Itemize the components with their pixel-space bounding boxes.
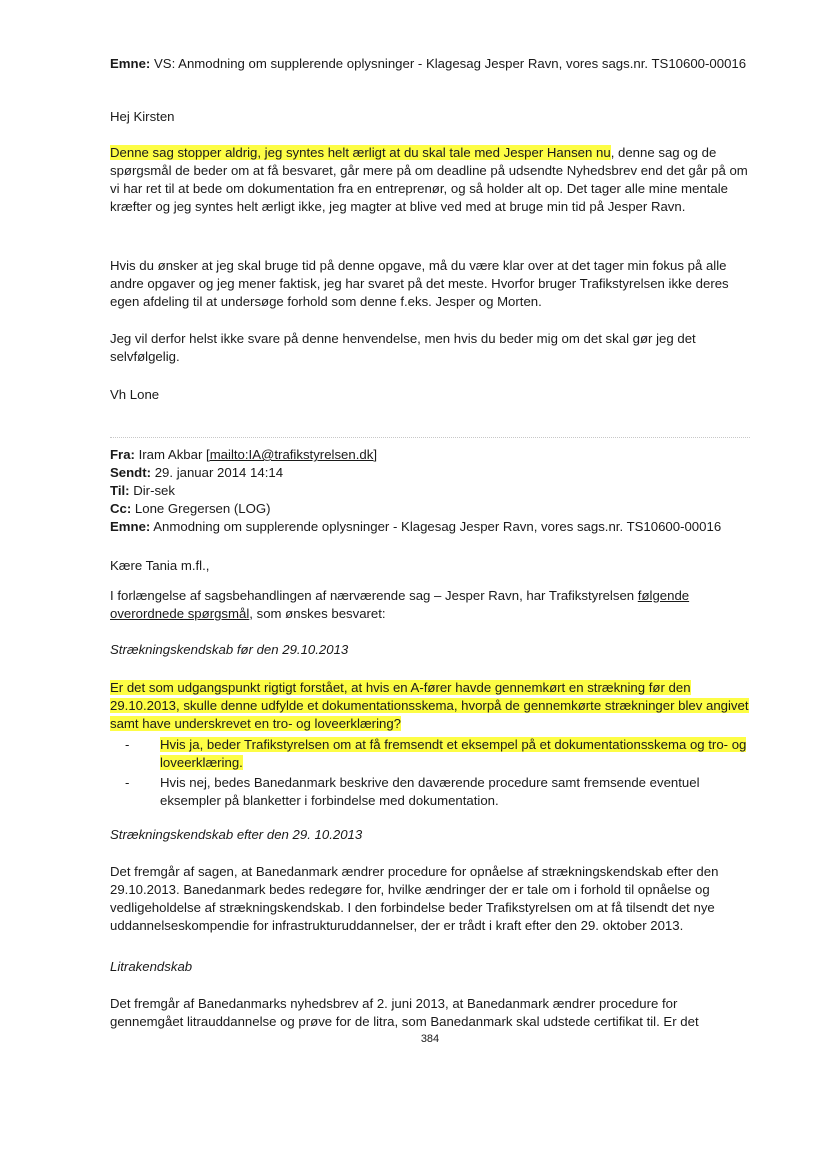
bullet-list [110, 736, 750, 810]
paragraph-2: Hvis du ønsker at jeg skal bruge tid på denne opgave, må du være klar over at det tager min fokus på alle andre opgaver og jeg mener faktisk, jeg har svaret på det meste. Hvorfor bruger Trafikstyrelsen ikke deres egen afdeling til at undersøge forhold som denne f.eks. Jesper og Morten. [110, 258, 729, 309]
separator [110, 437, 750, 438]
cc-value: Lone Gregersen (LOG) [134, 501, 271, 516]
subject-label: Emne: [110, 56, 151, 71]
underlined-phrase: følgende overordnede spørgsmål [110, 588, 690, 621]
subject-text: VS: Anmodning om supplerende oplysninger - Klagesag Jesper Ravn, vores sags.nr. TS10600-00016 [153, 56, 747, 71]
bullet-1-text: Hvis ja, beder Trafikstyrelsen om at få fremsendt et eksempel på et dokumentationsskema og tro- og loveerklæring. [160, 737, 747, 770]
paragraph-1-rest: , denne sag og de spørgsmål de beder om at få besvaret, går mere på om deadline på udsendte Nyhedsbrev end det går på om vi har ret til at bede om dokumentation fra en entreprenør, og så holder alt op. Det tager alle mine mentale kræfter og jeg syntes helt ærligt ikke, jeg magter at blive ved med at bruge min tid på Jesper Ravn. [110, 145, 748, 214]
heading-before: Strækningskendskab før den 29.10.2013 [110, 642, 349, 657]
paragraph-after: Det fremgår af sagen, at Banedanmark ændrer procedure for opnåelse af strækningskendskab efter den 29.10.2013. Banedanmark bedes redegøre for, hvilke ændringer der er tale om i forhold til opnåelse og vedligeholdelse af strækningskendskab. I den forbindelse beder Trafikstyrelsen om at få tilsendt det nye uddannelseskompendie for infrastrukturuddannelser, der er trådt i kraft efter den 29. oktober 2013. [110, 864, 719, 933]
sent-value: 29. januar 2014 14:14 [154, 465, 284, 480]
forwarded-header [110, 446, 750, 536]
bullet-2-text: Hvis nej, bedes Banedanmark beskrive den daværende procedure samt fremsende eventuel eksempler på blanketter i forbindelse med dokumentation. [160, 775, 700, 808]
from-email-link[interactable]: [mailto:IA@trafikstyrelsen.dk] [206, 447, 377, 462]
cc-line: Cc: Lone Gregersen (LOG) [110, 501, 271, 516]
paragraph-3: Jeg vil derfor helst ikke svare på denne henvendelse, men hvis du beder mig om det skal gør jeg det selvfølgelig. [110, 331, 696, 364]
paragraph-1 [110, 144, 750, 216]
from-line: Fra: Iram Akbar [mailto:IA@trafikstyrelsen.dk] [110, 447, 377, 462]
to-line: Til: Dir-sek [110, 483, 175, 498]
signoff: Vh Lone [110, 387, 160, 402]
greeting: Hej Kirsten [110, 109, 175, 124]
heading-after: Strækningskendskab efter den 29. 10.2013 [110, 827, 363, 842]
forwarded-subject-value: Anmodning om supplerende oplysninger - Klagesag Jesper Ravn, vores sags.nr. TS10600-00016 [153, 519, 722, 534]
forwarded-subject-line: Emne: Anmodning om supplerende oplysninger - Klagesag Jesper Ravn, vores sags.nr. TS10600-00016 [110, 519, 722, 534]
from-name: Iram Akbar [138, 447, 203, 462]
sent-line: Sendt: 29. januar 2014 14:14 [110, 465, 284, 480]
intro-paragraph: I forlængelse af sagsbehandlingen af nærværende sag – Jesper Ravn, har Trafikstyrelsen følgende overordnede spørgsmål, som ønskes besvaret: [110, 588, 690, 621]
bullet-dash: - [125, 775, 130, 790]
list-item [110, 736, 750, 772]
bullet-dash: - [125, 737, 130, 752]
to-value: Dir-sek [133, 483, 175, 498]
paragraph-litra: Det fremgår af Banedanmarks nyhedsbrev af 2. juni 2013, at Banedanmark ændrer procedure for gennemgået litrauddannelse og prøve for de litra, som Banedanmark skal udstede certifikat til. Er det [110, 996, 699, 1029]
heading-litra: Litrakendskab [110, 959, 193, 974]
list-item [110, 774, 750, 810]
salutation: Kære Tania m.fl., [110, 558, 210, 573]
email-subject-line [110, 55, 750, 73]
highlighted-text: Denne sag stopper aldrig, jeg syntes helt ærligt at du skal tale med Jesper Hansen nu [110, 145, 611, 160]
question-1 [110, 679, 750, 733]
page-number: 384 [420, 1033, 440, 1045]
question-1-highlight: Er det som udgangspunkt rigtigt forstået, at hvis en A-fører havde gennemkørt en strækning før den 29.10.2013, skulle denne udfylde et dokumentationsskema, hvorpå de gennemkørte strækninger blev angivet samt have underskrevet en tro- og loveerklæring? [110, 680, 749, 731]
